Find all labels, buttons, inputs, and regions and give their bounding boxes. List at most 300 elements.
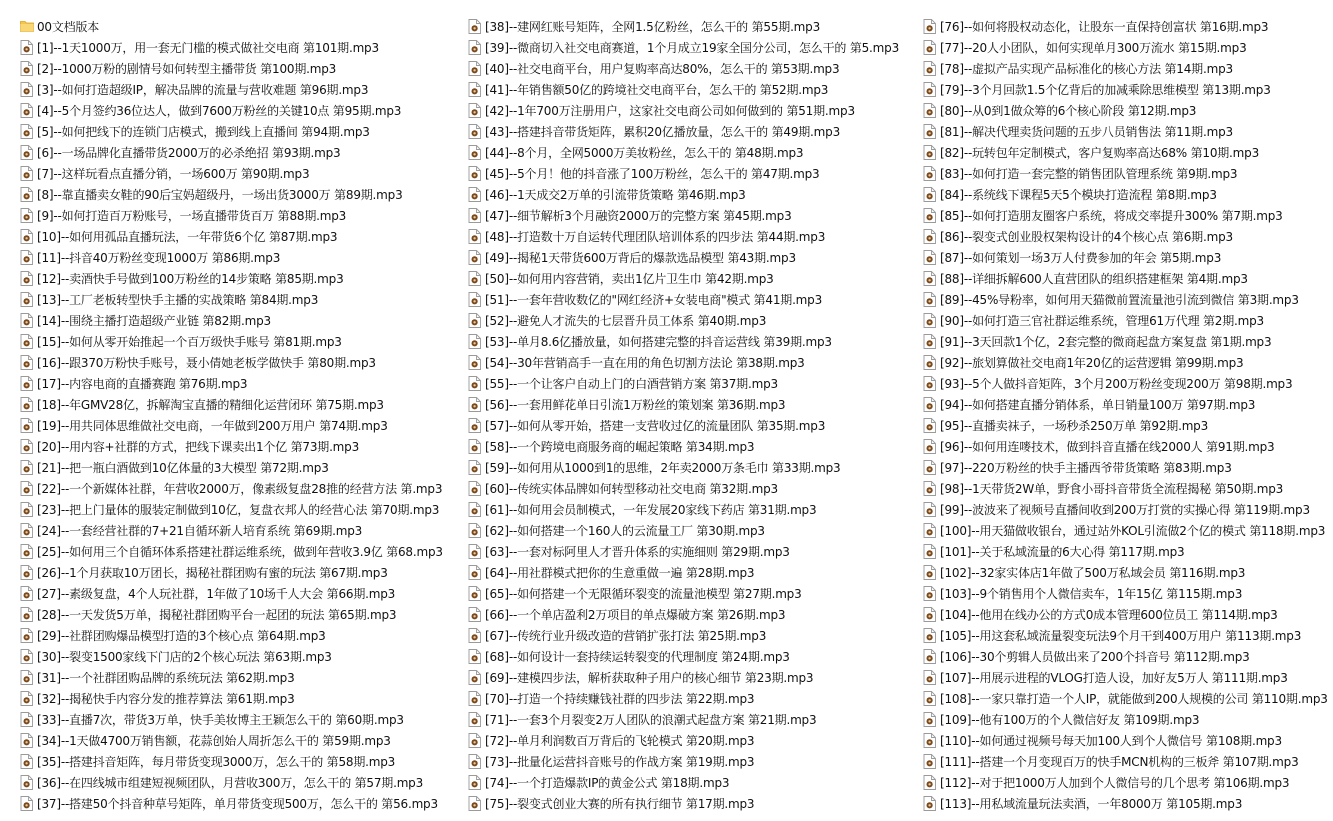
file-name: [110]--如何通过视频号每天加100人到个人微信号 第108期.mp3 (940, 734, 1282, 748)
file-name: [51]--一套年营收数亿的"网红经济+女装电商"模式 第41期.mp3 (485, 293, 823, 307)
file-item[interactable] (20, 541, 468, 562)
file-item[interactable] (20, 331, 468, 352)
file-item[interactable] (20, 268, 468, 289)
file-name: [55]--一个让客户自动上门的白酒营销方案 第37期.mp3 (485, 377, 778, 391)
audio-file-icon (468, 145, 482, 160)
audio-file-icon (923, 334, 937, 349)
audio-file-icon (923, 271, 937, 286)
file-name: [109]--他有100万的个人微信好友 第109期.mp3 (940, 713, 1200, 727)
audio-file-icon (923, 460, 937, 475)
file-name: [33]--直播7次，带货3万单，快手美妆博主王颖怎么干的 第60期.mp3 (37, 713, 404, 727)
file-name: [21]--把一瓶白酒做到10亿体量的3大模型 第72期.mp3 (37, 461, 329, 475)
file-name: [71]--一套3个月裂变2万人团队的浪潮式起盘方案 第21期.mp3 (485, 713, 817, 727)
file-name: [56]--一套用鲜花单日引流1万粉丝的策划案 第36期.mp3 (485, 398, 786, 412)
file-name: [88]--详细拆解600人直营团队的组织搭建框架 第4期.mp3 (940, 272, 1248, 286)
file-item[interactable] (20, 310, 468, 331)
file-name: [66]--一个单店盈利2万项目的单点爆破方案 第26期.mp3 (485, 608, 786, 622)
audio-file-icon (20, 145, 34, 160)
file-name: [65]--如何搭建一个无限循环裂变的流量池模型 第27期.mp3 (485, 587, 802, 601)
file-item[interactable] (923, 37, 1333, 58)
file-name: [12]--卖酒快手号做到100万粉丝的14步策略 第85期.mp3 (37, 272, 344, 286)
audio-file-icon (923, 439, 937, 454)
file-name: [13]--工厂老板转型快手主播的实战策略 第84期.mp3 (37, 293, 319, 307)
audio-file-icon (923, 628, 937, 643)
file-name: [108]--一家只靠打造一个人IP，就能做到200人规模的公司 第110期.mp3 (940, 692, 1328, 706)
file-item[interactable] (468, 583, 923, 604)
file-item[interactable] (20, 163, 468, 184)
audio-file-icon (468, 418, 482, 433)
audio-file-icon (20, 628, 34, 643)
file-item[interactable] (468, 730, 923, 751)
file-item[interactable] (468, 772, 923, 793)
file-name: [25]--如何用三个自循环体系搭建社群运维系统，做到年营收3.9亿 第68.mp3 (37, 545, 443, 559)
file-item[interactable] (20, 625, 468, 646)
audio-file-icon (20, 103, 34, 118)
audio-file-icon (20, 754, 34, 769)
file-item[interactable] (468, 394, 923, 415)
file-name: [24]--一套经营社群的7+21自循环新人培育系统 第69期.mp3 (37, 524, 363, 538)
file-item[interactable] (20, 604, 468, 625)
file-item[interactable] (20, 247, 468, 268)
audio-file-icon (923, 229, 937, 244)
file-name: [54]--30年营销高手一直在用的角色切割方法论 第38期.mp3 (485, 356, 805, 370)
file-item[interactable] (923, 16, 1333, 37)
audio-file-icon (923, 502, 937, 517)
file-item[interactable] (20, 499, 468, 520)
audio-file-icon (20, 523, 34, 538)
audio-file-icon (20, 691, 34, 706)
audio-file-icon (468, 712, 482, 727)
file-item[interactable] (923, 331, 1333, 352)
file-name: [8]--靠直播卖女鞋的90后宝妈超级丹，一场出货3000万 第89期.mp3 (37, 188, 403, 202)
file-item[interactable] (468, 793, 923, 814)
file-item[interactable] (20, 772, 468, 793)
file-item[interactable] (20, 478, 468, 499)
file-name: [46]--1天成交2万单的引流带货策略 第46期.mp3 (485, 188, 746, 202)
file-name: [75]--裂变式创业大赛的所有执行细节 第17期.mp3 (485, 797, 755, 811)
file-name: [34]--1天做4700万销售额，花蒜创始人周折怎么干的 第59期.mp3 (37, 734, 391, 748)
file-item[interactable] (923, 163, 1333, 184)
audio-file-icon (468, 124, 482, 139)
file-item[interactable] (468, 436, 923, 457)
file-name: [49]--揭秘1天带货600万背后的爆款选品模型 第43期.mp3 (485, 251, 796, 265)
file-item[interactable] (923, 646, 1333, 667)
audio-file-icon (923, 481, 937, 496)
file-name: [67]--传统行业升级改造的营销扩张打法 第25期.mp3 (485, 629, 767, 643)
audio-file-icon (20, 124, 34, 139)
file-item[interactable] (468, 184, 923, 205)
audio-file-icon (923, 754, 937, 769)
audio-file-icon (468, 754, 482, 769)
audio-file-icon (468, 460, 482, 475)
file-item[interactable] (923, 520, 1333, 541)
file-item[interactable] (923, 436, 1333, 457)
file-item[interactable] (923, 709, 1333, 730)
audio-file-icon (20, 355, 34, 370)
audio-file-icon (468, 544, 482, 559)
audio-file-icon (468, 523, 482, 538)
file-name: [78]--虚拟产品实现产品标准化的核心方法 第14期.mp3 (940, 62, 1233, 76)
file-name: [68]--如何设计一套持续运转裂变的代理制度 第24期.mp3 (485, 650, 790, 664)
file-item[interactable] (468, 58, 923, 79)
file-item[interactable] (20, 79, 468, 100)
audio-file-icon (923, 292, 937, 307)
audio-file-icon (20, 460, 34, 475)
file-item[interactable] (20, 688, 468, 709)
file-name: [81]--解决代理卖货问题的五步八员销售法 第11期.mp3 (940, 125, 1233, 139)
file-item[interactable] (20, 709, 468, 730)
file-name: [86]--裂变式创业股权架构设计的4个核心点 第6期.mp3 (940, 230, 1233, 244)
file-item[interactable] (923, 583, 1333, 604)
file-item[interactable] (468, 310, 923, 331)
audio-file-icon (923, 61, 937, 76)
file-name: [59]--如何用从1000到1的思维，2年卖2000万条毛巾 第33期.mp3 (485, 461, 841, 475)
file-item[interactable] (468, 478, 923, 499)
file-name: [41]--年销售额50亿的跨境社交电商平台，怎么干的 第52期.mp3 (485, 83, 829, 97)
file-item[interactable] (20, 520, 468, 541)
file-item[interactable] (468, 520, 923, 541)
file-name: [23]--把上门量体的服装定制做到10亿，复盘衣邦人的经营心法 第70期.mp3 (37, 503, 440, 517)
audio-file-icon (20, 166, 34, 181)
file-item[interactable] (468, 499, 923, 520)
file-item[interactable] (923, 226, 1333, 247)
audio-file-icon (923, 733, 937, 748)
audio-file-icon (923, 145, 937, 160)
audio-file-icon (468, 376, 482, 391)
file-item[interactable] (468, 142, 923, 163)
file-item[interactable] (468, 604, 923, 625)
audio-file-icon (468, 187, 482, 202)
file-column-1 (20, 16, 468, 814)
file-name: [9]--如何打造百万粉账号，一场直播带货百万 第88期.mp3 (37, 209, 347, 223)
file-name: [47]--细节解析3个月融资2000万的完整方案 第45期.mp3 (485, 209, 792, 223)
audio-file-icon (468, 40, 482, 55)
file-item[interactable] (923, 142, 1333, 163)
audio-file-icon (20, 61, 34, 76)
audio-file-icon (923, 544, 937, 559)
file-item[interactable] (923, 541, 1333, 562)
audio-file-icon (923, 565, 937, 580)
file-item[interactable] (923, 394, 1333, 415)
file-name: [113]--用私域流量玩法卖酒，一年8000万 第105期.mp3 (940, 797, 1243, 811)
file-item[interactable] (20, 394, 468, 415)
audio-file-icon (468, 628, 482, 643)
file-item[interactable] (468, 16, 923, 37)
audio-file-icon (20, 40, 34, 55)
file-item[interactable] (20, 100, 468, 121)
file-name: [64]--用社群模式把你的生意重做一遍 第28期.mp3 (485, 566, 755, 580)
file-name: [53]--单月8.6亿播放量，如何搭建完整的抖音运营线 第39期.mp3 (485, 335, 832, 349)
audio-file-icon (468, 19, 482, 34)
audio-file-icon (468, 334, 482, 349)
audio-file-icon (20, 82, 34, 97)
file-name: [95]--直播卖袜子，一场秒杀250万单 第92期.mp3 (940, 419, 1209, 433)
file-item[interactable] (468, 352, 923, 373)
file-name: [26]--1个月获取10万团长，揭秘社群团购有蜜的玩法 第67期.mp3 (37, 566, 388, 580)
audio-file-icon (468, 691, 482, 706)
file-name: [32]--揭秘快手内容分发的推荐算法 第61期.mp3 (37, 692, 295, 706)
file-item[interactable] (923, 58, 1333, 79)
audio-file-icon (468, 649, 482, 664)
audio-file-icon (923, 313, 937, 328)
file-name: [44]--8个月，全网5000万美妆粉丝，怎么干的 第48期.mp3 (485, 146, 804, 160)
file-item[interactable] (20, 667, 468, 688)
file-item[interactable] (923, 79, 1333, 100)
file-name: [111]--搭建一个月变现百万的快手MCN机构的三板斧 第107期.mp3 (940, 755, 1299, 769)
file-name: [38]--建网红账号矩阵，全网1.5亿粉丝，怎么干的 第55期.mp3 (485, 20, 821, 34)
file-item[interactable] (468, 646, 923, 667)
file-item[interactable] (923, 457, 1333, 478)
audio-file-icon (468, 796, 482, 811)
audio-file-icon (923, 187, 937, 202)
file-item[interactable] (20, 793, 468, 814)
audio-file-icon (468, 82, 482, 97)
file-name: 00文档版本 (37, 20, 100, 34)
file-name: [16]--跟370万粉快手账号，聂小倩她老板学做快手 第80期.mp3 (37, 356, 376, 370)
audio-file-icon (468, 166, 482, 181)
file-item[interactable] (468, 709, 923, 730)
audio-file-icon (20, 439, 34, 454)
file-item[interactable] (468, 457, 923, 478)
file-item[interactable] (468, 79, 923, 100)
file-item[interactable] (468, 226, 923, 247)
audio-file-icon (20, 418, 34, 433)
audio-file-icon (468, 292, 482, 307)
file-item[interactable] (923, 121, 1333, 142)
file-item[interactable] (923, 373, 1333, 394)
file-name: [22]--一个新媒体社群，年营收2000万，像素级复盘28推的经营方法 第.mp3 (37, 482, 443, 496)
file-name: [83]--如何打造一套完整的销售团队管理系统 第9期.mp3 (940, 167, 1238, 181)
file-name: [82]--玩转包年定制模式，客户复购率高达68% 第10期.mp3 (940, 146, 1260, 160)
audio-file-icon (20, 313, 34, 328)
file-item[interactable] (20, 226, 468, 247)
audio-file-icon (468, 61, 482, 76)
file-name: [3]--如何打造超级IP，解决品牌的流量与营收难题 第96期.mp3 (37, 83, 369, 97)
file-item[interactable] (468, 751, 923, 772)
audio-file-icon (923, 40, 937, 55)
audio-file-icon (468, 607, 482, 622)
audio-file-icon (923, 796, 937, 811)
file-item[interactable] (468, 562, 923, 583)
file-item[interactable] (923, 772, 1333, 793)
file-item[interactable] (20, 646, 468, 667)
file-name: [6]--一场品牌化直播带货2000万的必杀绝招 第93期.mp3 (37, 146, 341, 160)
file-name: [73]--批量化运营抖音账号的作战方案 第19期.mp3 (485, 755, 755, 769)
file-name: [61]--如何用会员制模式，一年发展20家线下药店 第31期.mp3 (485, 503, 817, 517)
file-item[interactable] (468, 37, 923, 58)
file-name: [100]--用天猫做收银台，通过站外KOL引流做2个亿的模式 第118期.mp3 (940, 524, 1326, 538)
file-item[interactable] (923, 268, 1333, 289)
file-name: [17]--内容电商的直播赛跑 第76期.mp3 (37, 377, 248, 391)
file-item[interactable] (923, 604, 1333, 625)
audio-file-icon (20, 775, 34, 790)
file-item[interactable] (923, 205, 1333, 226)
file-item[interactable] (468, 205, 923, 226)
file-item[interactable] (468, 415, 923, 436)
file-name: [99]--波波来了视频号直播间收到200万打赏的实操心得 第119期.mp3 (940, 503, 1310, 517)
file-item[interactable] (20, 562, 468, 583)
file-item[interactable] (20, 205, 468, 226)
file-item[interactable] (20, 457, 468, 478)
file-name: [112]--对于把1000万人加到个人微信号的几个思考 第106期.mp3 (940, 776, 1290, 790)
audio-file-icon (923, 607, 937, 622)
file-name: [105]--用这套私域流量裂变玩法9个月干到400万用户 第113期.mp3 (940, 629, 1302, 643)
file-name: [36]--在四线城市组建短视频团队，月营收300万，怎么干的 第57期.mp3 (37, 776, 424, 790)
file-item[interactable] (468, 268, 923, 289)
file-item[interactable] (20, 289, 468, 310)
file-item[interactable] (20, 184, 468, 205)
audio-file-icon (20, 670, 34, 685)
file-item[interactable] (923, 415, 1333, 436)
file-item[interactable] (468, 121, 923, 142)
audio-file-icon (20, 607, 34, 622)
file-name: [52]--避免人才流失的七层晋升员工体系 第40期.mp3 (485, 314, 767, 328)
file-name: [10]--如何用孤品直播玩法，一年带货6个亿 第87期.mp3 (37, 230, 338, 244)
file-name: [85]--如何打造朋友圈客户系统，将成交率提升300% 第7期.mp3 (940, 209, 1283, 223)
audio-file-icon (468, 481, 482, 496)
file-item[interactable] (923, 184, 1333, 205)
file-item[interactable] (923, 499, 1333, 520)
audio-file-icon (923, 166, 937, 181)
audio-file-icon (923, 712, 937, 727)
file-name: [60]--传统实体品牌如何转型移动社交电商 第32期.mp3 (485, 482, 778, 496)
file-item[interactable] (923, 478, 1333, 499)
file-name: [92]--旅划算做社交电商1年20亿的运营逻辑 第99期.mp3 (940, 356, 1244, 370)
file-name: [45]--5个月！他的抖音涨了100万粉丝，怎么干的 第47期.mp3 (485, 167, 820, 181)
file-item[interactable] (20, 583, 468, 604)
file-item[interactable] (923, 100, 1333, 121)
file-item[interactable] (20, 415, 468, 436)
file-name: [5]--如何把线下的连锁门店模式，搬到线上直播间 第94期.mp3 (37, 125, 370, 139)
file-item[interactable] (468, 373, 923, 394)
audio-file-icon (923, 355, 937, 370)
file-name: [37]--搭建50个抖音种草号矩阵，单月带货变现500万，怎么干的 第56.mp3 (37, 797, 438, 811)
file-name: [7]--这样玩看点直播分销，一场600万 第90期.mp3 (37, 167, 310, 181)
audio-file-icon (468, 271, 482, 286)
file-name: [20]--用内容+社群的方式，把线下课卖出1个亿 第73期.mp3 (37, 440, 360, 454)
file-name: [101]--关于私域流量的6大心得 第117期.mp3 (940, 545, 1185, 559)
file-item[interactable] (20, 436, 468, 457)
file-item[interactable] (20, 121, 468, 142)
file-name: [89]--45%导粉率，如何用天猫微前置流量池引流到微信 第3期.mp3 (940, 293, 1299, 307)
file-item[interactable] (923, 730, 1333, 751)
file-item[interactable] (923, 793, 1333, 814)
file-item[interactable] (468, 688, 923, 709)
audio-file-icon (20, 481, 34, 496)
file-name: [76]--如何将股权动态化，让股东一直保持创富状 第16期.mp3 (940, 20, 1269, 34)
file-name: [50]--如何用内容营销，卖出1亿片卫生巾 第42期.mp3 (485, 272, 774, 286)
file-name: [30]--裂变1500家线下门店的2个核心玩法 第63期.mp3 (37, 650, 332, 664)
file-name: [70]--打造一个持续赚钱社群的四步法 第22期.mp3 (485, 692, 755, 706)
audio-file-icon (468, 313, 482, 328)
audio-file-icon (923, 19, 937, 34)
file-item[interactable] (468, 625, 923, 646)
audio-file-icon (20, 271, 34, 286)
audio-file-icon (20, 712, 34, 727)
audio-file-icon (468, 733, 482, 748)
file-name: [35]--搭建抖音矩阵，每月带货变现3000万，怎么干的 第58期.mp3 (37, 755, 396, 769)
audio-file-icon (923, 208, 937, 223)
audio-file-icon (468, 586, 482, 601)
file-name: [74]--一个打造爆款IP的黄金公式 第18期.mp3 (485, 776, 730, 790)
file-name: [39]--微商切入社交电商赛道，1个月成立19家全国分公司，怎么干的 第5.mp3 (485, 41, 900, 55)
file-name: [91]--3天回款1个亿，2套完整的微商起盘方案复盘 第1期.mp3 (940, 335, 1272, 349)
file-item[interactable] (20, 58, 468, 79)
file-item[interactable] (468, 331, 923, 352)
file-name: [29]--社群团购爆品模型打造的3个核心点 第64期.mp3 (37, 629, 326, 643)
audio-file-icon (20, 649, 34, 664)
file-name: [15]--如何从零开始推起一个百万级快手账号 第81期.mp3 (37, 335, 342, 349)
file-name: [4]--5个月签约36位达人，做到7600万粉丝的关键10点 第95期.mp3 (37, 104, 402, 118)
file-name: [28]--一天发货5万单，揭秘社群团购平台一起团的玩法 第65期.mp3 (37, 608, 397, 622)
file-item[interactable] (468, 667, 923, 688)
audio-file-icon (923, 397, 937, 412)
file-name: [93]--5个人做抖音矩阵，3个月200万粉丝变现200万 第98期.mp3 (940, 377, 1293, 391)
file-item[interactable] (923, 562, 1333, 583)
file-name: [69]--建模四步法，解析获取种子用户的核心细节 第23期.mp3 (485, 671, 814, 685)
file-item[interactable] (923, 625, 1333, 646)
file-name: [96]--如何用连嘜技术，做到抖音直播在线2000人 第91期.mp3 (940, 440, 1275, 454)
file-item[interactable] (20, 352, 468, 373)
file-item[interactable] (468, 541, 923, 562)
file-name: [84]--系统线下课程5天5个模块打造流程 第8期.mp3 (940, 188, 1217, 202)
file-name: [31]--一个社群团购品牌的系统玩法 第62期.mp3 (37, 671, 295, 685)
file-item[interactable] (923, 289, 1333, 310)
file-name: [48]--打造数十万自运转代理团队培训体系的四步法 第44期.mp3 (485, 230, 826, 244)
file-item[interactable] (20, 37, 468, 58)
audio-file-icon (468, 502, 482, 517)
audio-file-icon (20, 544, 34, 559)
file-item[interactable] (468, 247, 923, 268)
audio-file-icon (923, 103, 937, 118)
file-item[interactable] (20, 142, 468, 163)
audio-file-icon (20, 334, 34, 349)
audio-file-icon (20, 502, 34, 517)
file-name: [62]--如何搭建一个160人的云流量工厂 第30期.mp3 (485, 524, 765, 538)
audio-file-icon (20, 565, 34, 580)
file-item[interactable] (468, 100, 923, 121)
file-item[interactable] (20, 751, 468, 772)
folder-icon (20, 19, 34, 34)
file-item[interactable] (468, 163, 923, 184)
audio-file-icon (923, 250, 937, 265)
file-name: [63]--一套对标阿里人才晋升体系的实施细则 第29期.mp3 (485, 545, 790, 559)
file-name: [106]--30个剪辑人员做出来了200个抖音号 第112期.mp3 (940, 650, 1250, 664)
file-name: [80]--从0到1做众筹的6个核心阶段 第12期.mp3 (940, 104, 1197, 118)
file-item[interactable] (923, 247, 1333, 268)
file-item[interactable] (923, 688, 1333, 709)
file-name: [77]--20人小团队，如何实现单月300万流水 第15期.mp3 (940, 41, 1247, 55)
audio-file-icon (923, 775, 937, 790)
file-column-2 (468, 16, 923, 814)
file-item[interactable] (20, 730, 468, 751)
audio-file-icon (923, 376, 937, 391)
file-item[interactable] (468, 289, 923, 310)
file-name: [57]--如何从零开始，搭建一支营收过亿的流量团队 第35期.mp3 (485, 419, 826, 433)
file-item[interactable] (923, 310, 1333, 331)
file-name: [98]--1天带货2W单，野食小哥抖音带货全流程揭秘 第50期.mp3 (940, 482, 1284, 496)
file-item[interactable] (923, 352, 1333, 373)
audio-file-icon (923, 523, 937, 538)
audio-file-icon (468, 229, 482, 244)
file-name: [103]--9个销售用个人微信卖车，1年15亿 第115期.mp3 (940, 587, 1243, 601)
file-item[interactable] (923, 751, 1333, 772)
folder-item[interactable] (20, 16, 468, 37)
file-name: [107]--用展示进程的VLOG打造人设，加好友5万人 第111期.mp3 (940, 671, 1288, 685)
audio-file-icon (20, 187, 34, 202)
file-item[interactable] (923, 667, 1333, 688)
file-item[interactable] (20, 373, 468, 394)
